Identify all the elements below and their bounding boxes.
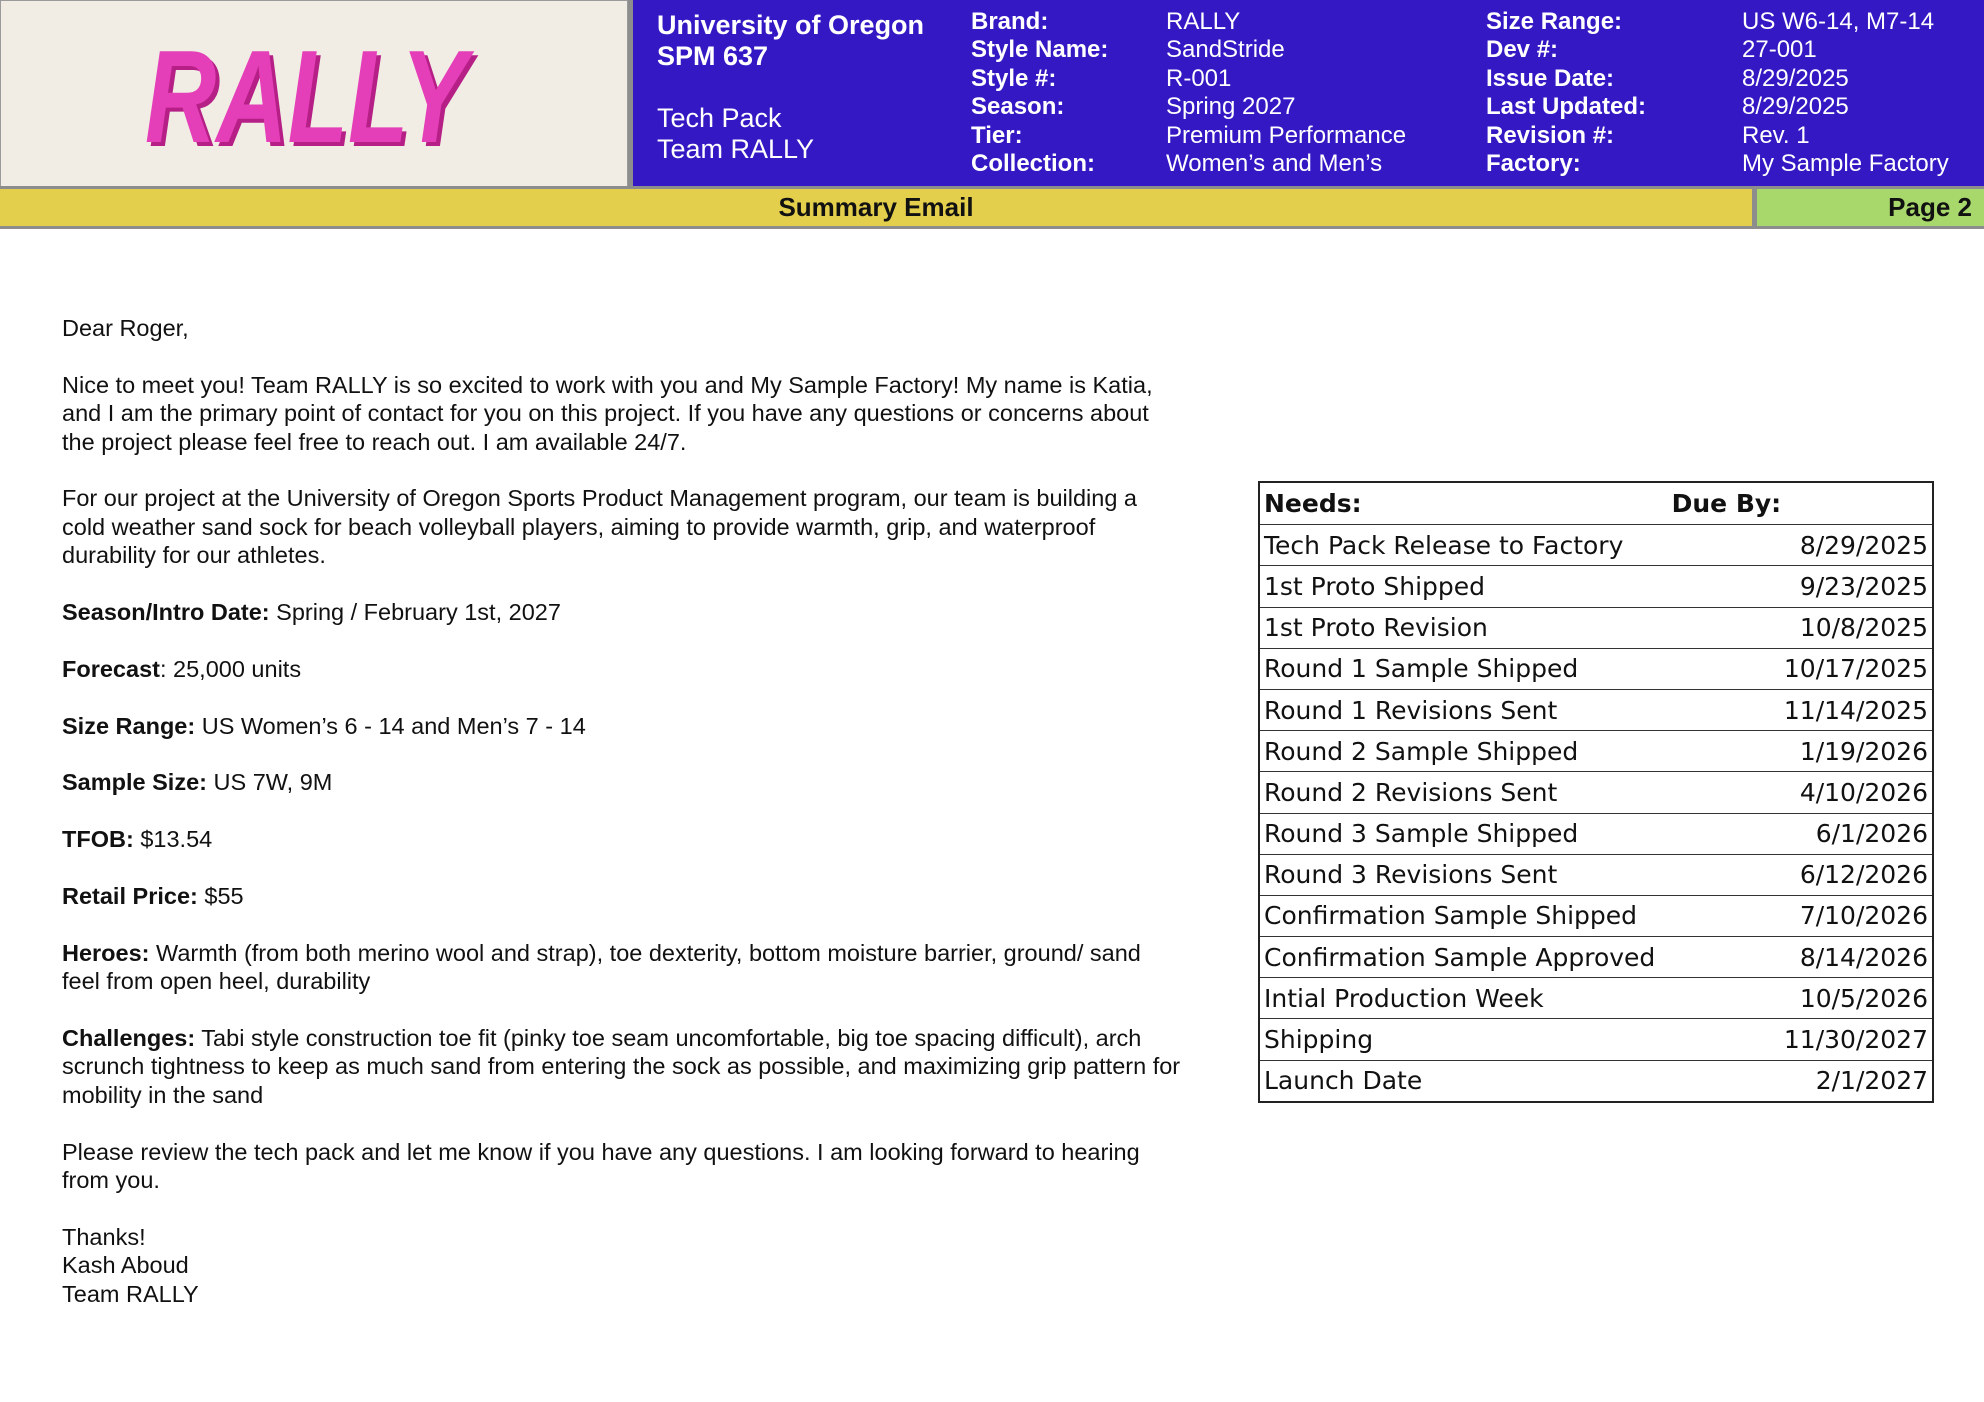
table-row [1260, 524, 1932, 565]
email-signature [62, 1223, 1182, 1308]
meta-label: Collection: [971, 149, 1095, 177]
tfob-label: TFOB: [62, 826, 134, 853]
retail-price-label: Retail Price: [62, 883, 198, 909]
due-cell: 7/10/2026 [1799, 901, 1928, 931]
meta-value: RALLY [1166, 8, 1241, 35]
season-line [62, 598, 1182, 626]
meta-label: Brand: [971, 8, 1049, 35]
forecast-line [62, 655, 1182, 683]
need-cell: Round 1 Revisions Sent [1264, 695, 1558, 725]
email-intro: Nice to meet you! Team RALLY is so excited to work with you and My Sample Factory! My name is Katia, and I am the primary point of contact for you on this project. If you have any questions or concerns about the project please feel free to reach out. I am available 24/7. [62, 371, 1153, 455]
svg-text:RALLY: RALLY [144, 23, 476, 164]
meta-value: SandStride [1166, 36, 1285, 64]
page-number: Page 2 [1752, 189, 1984, 226]
meta-value: US W6-14, M7-14 [1742, 8, 1935, 35]
due-cell: 10/17/2025 [1783, 654, 1928, 684]
summary-email [62, 314, 1182, 1308]
rally-logo [144, 24, 484, 164]
due-by-header: Due By: [1671, 489, 1782, 519]
meta-label: Revision #: [1486, 121, 1615, 149]
meta-value: My Sample Factory [1742, 149, 1949, 177]
meta-label: Tier: [971, 121, 1023, 149]
svg-text:RALLY: RALLY [148, 25, 480, 164]
table-row [1260, 813, 1932, 854]
season-label: Season/Intro Date: [62, 599, 270, 626]
university-name: University of Oregon [657, 10, 925, 40]
due-cell: 6/12/2026 [1799, 860, 1928, 890]
size-range-value: US Women’s 6 - 14 and Men’s 7 - 14 [195, 712, 586, 739]
retail-price-line [62, 882, 1182, 910]
meta-label: Style Name: [971, 36, 1109, 64]
sample-size-line [62, 768, 1182, 796]
due-cell: 6/1/2026 [1815, 819, 1928, 849]
university-title [657, 10, 924, 72]
meta-value: Premium Performance [1166, 121, 1407, 149]
need-cell: Confirmation Sample Shipped [1264, 901, 1638, 931]
table-row [1260, 771, 1932, 812]
need-cell: Tech Pack Release to Factory [1264, 530, 1624, 560]
need-cell: Round 2 Sample Shipped [1264, 736, 1579, 766]
meta-label: Dev #: [1486, 36, 1559, 64]
due-cell: 8/14/2026 [1799, 942, 1928, 972]
season-value: Spring / February 1st, 2027 [269, 599, 561, 626]
due-cell: 10/5/2026 [1799, 983, 1928, 1013]
needs-header: Needs: [1264, 489, 1362, 519]
meta-values-right [1742, 8, 1949, 178]
table-row [1260, 607, 1932, 648]
meta-label: Size Range: [1486, 8, 1623, 35]
forecast-label: Forecast [62, 655, 160, 682]
need-cell: 1st Proto Shipped [1264, 571, 1486, 601]
need-cell: Shipping [1264, 1025, 1374, 1055]
size-range-label: Size Range: [62, 712, 196, 739]
need-cell: Round 1 Sample Shipped [1264, 654, 1579, 684]
meta-value: 8/29/2025 [1742, 64, 1849, 92]
needs-table [1258, 481, 1934, 1103]
section-title: Summary Email [0, 189, 1752, 226]
table-row [1260, 730, 1932, 771]
table-row [1260, 1018, 1932, 1059]
team-name: Team RALLY [657, 134, 815, 164]
need-cell: Round 3 Revisions Sent [1264, 860, 1558, 890]
sender-team: Team RALLY [62, 1280, 199, 1307]
meta-value: 8/29/2025 [1742, 93, 1849, 121]
need-cell: Round 2 Revisions Sent [1264, 777, 1558, 807]
meta-value: Women’s and Men’s [1166, 149, 1383, 177]
table-row [1260, 936, 1932, 977]
heroes-label: Heroes: [62, 939, 150, 966]
meta-label: Issue Date: [1486, 64, 1615, 92]
doc-type: Tech Pack [657, 103, 782, 133]
meta-value: Spring 2027 [1166, 93, 1296, 121]
meta-value: Rev. 1 [1742, 121, 1810, 149]
heroes-value: Warmth (from both merino wool and strap), toe dexterity, bottom moisture barrier, ground/ sand feel from open heel, durability [62, 939, 1141, 995]
due-cell: 2/1/2027 [1815, 1066, 1928, 1096]
email-project: For our project at the University of Oregon Sports Product Management program, our team is building a cold weather sand sock for beach volleyball players, aiming to provide warmth, grip, and waterproof durability for our athletes. [62, 485, 1137, 569]
meta-value: 27-001 [1742, 36, 1817, 64]
email-greeting: Dear Roger, [62, 315, 189, 341]
due-cell: 11/14/2025 [1783, 695, 1928, 725]
challenges-label: Challenges: [62, 1025, 196, 1051]
meta-values-left [1166, 8, 1406, 178]
meta-label: Last Updated: [1486, 93, 1647, 121]
document-subtitle [657, 103, 814, 165]
table-row [1260, 689, 1932, 730]
table-row [1260, 1060, 1932, 1101]
retail-price-value: $55 [197, 883, 244, 909]
tfob-line [62, 825, 1182, 853]
sample-size-value: US 7W, 9M [206, 769, 333, 796]
meta-label: Season: [971, 93, 1065, 121]
due-cell: 4/10/2026 [1799, 777, 1928, 807]
logo-cell [0, 0, 628, 186]
due-cell: 1/19/2026 [1799, 736, 1928, 766]
table-header-row [1260, 483, 1932, 524]
heroes-line [62, 939, 1182, 996]
challenges-value: Tabi style construction toe fit (pinky toe seam uncomfortable, big toe spacing difficult), arch scrunch tightness to keep as much sand from entering the sock as possible, and maximizing grip pattern for mobility in the sand [62, 1025, 1181, 1108]
tfob-value: $13.54 [133, 826, 213, 853]
table-row [1260, 565, 1932, 606]
meta-label: Factory: [1486, 149, 1581, 177]
need-cell: Round 3 Sample Shipped [1264, 819, 1579, 849]
meta-value: R-001 [1166, 64, 1232, 92]
course-code: SPM 637 [657, 41, 769, 71]
email-closing: Please review the tech pack and let me know if you have any questions. I am looking forward to hearing from you. [62, 1138, 1140, 1194]
due-cell: 8/29/2025 [1799, 530, 1928, 560]
size-range-line [62, 712, 1182, 740]
due-cell: 11/30/2027 [1783, 1025, 1928, 1055]
meta-label: Style #: [971, 64, 1057, 92]
header-info [628, 0, 1984, 186]
meta-labels-left [971, 8, 1108, 178]
need-cell: Intial Production Week [1264, 983, 1544, 1013]
sample-size-label: Sample Size: [62, 769, 207, 796]
tech-pack-header [0, 0, 1984, 186]
due-cell: 9/23/2025 [1799, 571, 1928, 601]
sender-name: Kash Aboud [62, 1252, 189, 1279]
challenges-line [62, 1024, 1182, 1109]
need-cell: 1st Proto Revision [1264, 613, 1488, 643]
meta-labels-right [1486, 8, 1646, 178]
table-row [1260, 648, 1932, 689]
signoff: Thanks! [62, 1223, 146, 1250]
section-bar [0, 186, 1984, 229]
forecast-value: : 25,000 units [159, 655, 302, 682]
need-cell: Confirmation Sample Approved [1264, 942, 1656, 972]
need-cell: Launch Date [1264, 1066, 1423, 1096]
table-row [1260, 854, 1932, 895]
due-cell: 10/8/2025 [1799, 613, 1928, 643]
table-row [1260, 977, 1932, 1018]
table-row [1260, 895, 1932, 936]
